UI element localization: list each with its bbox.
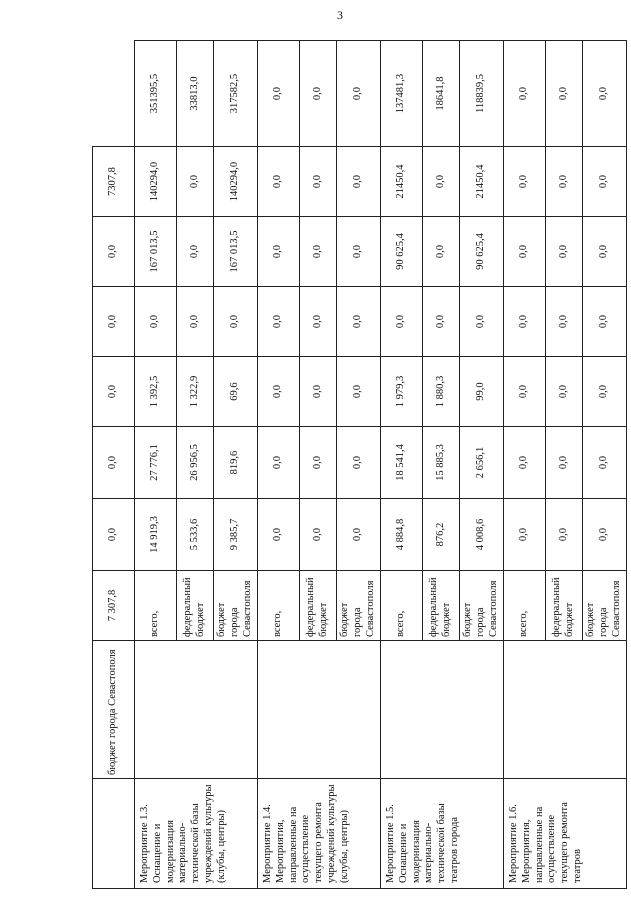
value-cell: 0,0 bbox=[93, 427, 135, 499]
value-cell: 0,0 bbox=[546, 357, 583, 427]
page-number: 3 bbox=[337, 8, 343, 22]
value-cell: 0,0 bbox=[583, 427, 627, 499]
value-cell: 0,0 bbox=[546, 217, 583, 287]
value-cell: 0,0 bbox=[381, 287, 423, 357]
value-cell: 0,0 bbox=[300, 217, 337, 287]
value-cell: 0,0 bbox=[177, 217, 214, 287]
value-cell: 0,0 bbox=[93, 357, 135, 427]
value-cell: 5 533,6 bbox=[177, 499, 214, 571]
value-cell: 0,0 bbox=[300, 499, 337, 571]
value-cell: 0,0 bbox=[93, 499, 135, 571]
value-cell: 140294,0 bbox=[214, 147, 258, 217]
value-cell: 90 625,4 bbox=[381, 217, 423, 287]
empty-cell bbox=[258, 641, 381, 779]
value-cell: 0,0 bbox=[177, 287, 214, 357]
source-cell: бюджет города Севастополя bbox=[337, 571, 381, 641]
value-cell: 118839,5 bbox=[460, 41, 504, 147]
value-cell: 0,0 bbox=[258, 499, 300, 571]
value-cell: 0,0 bbox=[177, 147, 214, 217]
table-body bbox=[93, 41, 627, 889]
value-cell: 0,0 bbox=[258, 287, 300, 357]
value-cell: 0,0 bbox=[504, 217, 546, 287]
value-cell: 7 307,8 bbox=[93, 571, 135, 641]
value-cell: 0,0 bbox=[583, 499, 627, 571]
table-row bbox=[381, 41, 423, 889]
value-cell: 0,0 bbox=[337, 357, 381, 427]
value-cell: 0,0 bbox=[300, 41, 337, 147]
source-cell: бюджет города Севастополя bbox=[214, 571, 258, 641]
source-cell: бюджет города Севастополя bbox=[460, 571, 504, 641]
value-cell: 0,0 bbox=[460, 287, 504, 357]
value-cell: 18 541,4 bbox=[381, 427, 423, 499]
value-cell: 0,0 bbox=[504, 287, 546, 357]
value-cell: 0,0 bbox=[423, 147, 460, 217]
source-cell: всего, bbox=[258, 571, 300, 641]
value-cell: 0,0 bbox=[423, 287, 460, 357]
value-cell: 0,0 bbox=[300, 427, 337, 499]
empty-cell bbox=[135, 641, 258, 779]
value-cell: 0,0 bbox=[504, 499, 546, 571]
value-cell: 0,0 bbox=[337, 41, 381, 147]
table-row bbox=[258, 41, 300, 889]
value-cell: 0,0 bbox=[93, 287, 135, 357]
value-cell: 0,0 bbox=[504, 357, 546, 427]
measure-name-cell: Мероприятие 1.5. Оснащение и модернизация материально-технической базы театров города bbox=[381, 779, 504, 889]
value-cell: 0,0 bbox=[504, 41, 546, 147]
value-cell: 0,0 bbox=[214, 287, 258, 357]
value-cell: 1 979,3 bbox=[381, 357, 423, 427]
value-cell: 0,0 bbox=[93, 217, 135, 287]
value-cell: 0,0 bbox=[546, 287, 583, 357]
value-cell: 0,0 bbox=[583, 287, 627, 357]
table-row bbox=[93, 41, 135, 889]
value-cell: 15 885,3 bbox=[423, 427, 460, 499]
value-cell: 167 013,5 bbox=[135, 217, 177, 287]
value-cell: 27 776,1 bbox=[135, 427, 177, 499]
source-cell: бюджет города Севастополя bbox=[93, 641, 135, 779]
value-cell: 0,0 bbox=[337, 147, 381, 217]
source-cell: федеральный бюджет bbox=[177, 571, 214, 641]
value-cell: 0,0 bbox=[300, 357, 337, 427]
source-cell: федеральный бюджет bbox=[423, 571, 460, 641]
value-cell: 69,6 bbox=[214, 357, 258, 427]
value-cell: 26 956,5 bbox=[177, 427, 214, 499]
source-cell: всего, bbox=[504, 571, 546, 641]
value-cell: 4 008,6 bbox=[460, 499, 504, 571]
value-cell: 0,0 bbox=[504, 147, 546, 217]
value-cell: 9 385,7 bbox=[214, 499, 258, 571]
value-cell: 0,0 bbox=[546, 427, 583, 499]
table-row bbox=[135, 41, 177, 889]
measure-name-cell: Мероприятие 1.4. Мероприятия, направленные на осуществление текущего ремонта учреждений культуры (клубы, центры) bbox=[258, 779, 381, 889]
value-cell: 18641,8 bbox=[423, 41, 460, 147]
value-cell: 140294,0 bbox=[135, 147, 177, 217]
value-cell: 819,6 bbox=[214, 427, 258, 499]
value-cell: 0,0 bbox=[258, 147, 300, 217]
value-cell: 0,0 bbox=[337, 427, 381, 499]
value-cell: 0,0 bbox=[337, 217, 381, 287]
budget-table bbox=[92, 40, 627, 889]
measure-name-cell: Мероприятие 1.3. Оснащение и модернизация материально-технической базы учреждений культуры (клубы, центры) bbox=[135, 779, 258, 889]
empty-cell bbox=[93, 779, 135, 889]
value-cell: 0,0 bbox=[583, 41, 627, 147]
value-cell: 2 656,1 bbox=[460, 427, 504, 499]
value-cell: 876,2 bbox=[423, 499, 460, 571]
value-cell: 0,0 bbox=[423, 217, 460, 287]
value-cell: 0,0 bbox=[583, 217, 627, 287]
rotated-table-container bbox=[92, 41, 622, 889]
measure-name-cell: Мероприятие 1.6. Мероприятия, направленные на осуществление текущего ремонта театров bbox=[504, 779, 627, 889]
empty-cell bbox=[504, 641, 627, 779]
value-cell: 21450,4 bbox=[460, 147, 504, 217]
value-cell: 21450,4 bbox=[381, 147, 423, 217]
value-cell: 99,0 bbox=[460, 357, 504, 427]
value-cell: 351395,5 bbox=[135, 41, 177, 147]
value-cell: 33813,0 bbox=[177, 41, 214, 147]
value-cell: 0,0 bbox=[337, 499, 381, 571]
value-cell: 0,0 bbox=[546, 147, 583, 217]
value-cell: 0,0 bbox=[258, 427, 300, 499]
value-cell: 0,0 bbox=[337, 287, 381, 357]
value-cell: 0,0 bbox=[258, 357, 300, 427]
value-cell: 317582,5 bbox=[214, 41, 258, 147]
table-row bbox=[504, 41, 546, 889]
source-cell: федеральный бюджет bbox=[300, 571, 337, 641]
value-cell: 0,0 bbox=[258, 41, 300, 147]
value-cell: 0,0 bbox=[300, 147, 337, 217]
value-cell: 0,0 bbox=[258, 217, 300, 287]
value-cell: 0,0 bbox=[504, 427, 546, 499]
source-cell: бюджет города Севастополя bbox=[583, 571, 627, 641]
value-cell: 167 013,5 bbox=[214, 217, 258, 287]
value-cell: 0,0 bbox=[583, 357, 627, 427]
value-cell: 137481,3 bbox=[381, 41, 423, 147]
value-cell: 0,0 bbox=[300, 287, 337, 357]
value-cell: 4 884,8 bbox=[381, 499, 423, 571]
source-cell: всего, bbox=[135, 571, 177, 641]
value-cell: 1 322,9 bbox=[177, 357, 214, 427]
value-cell: 0,0 bbox=[135, 287, 177, 357]
value-cell: 90 625,4 bbox=[460, 217, 504, 287]
value-cell: 7307,8 bbox=[93, 147, 135, 217]
value-cell: 0,0 bbox=[546, 499, 583, 571]
value-cell: 1 880,3 bbox=[423, 357, 460, 427]
value-cell: 0,0 bbox=[546, 41, 583, 147]
source-cell: федеральный бюджет bbox=[546, 571, 583, 641]
value-cell: 1 392,5 bbox=[135, 357, 177, 427]
value-cell: 14 919,3 bbox=[135, 499, 177, 571]
source-cell: всего, bbox=[381, 571, 423, 641]
value-cell: 0,0 bbox=[583, 147, 627, 217]
empty-cell bbox=[381, 641, 504, 779]
